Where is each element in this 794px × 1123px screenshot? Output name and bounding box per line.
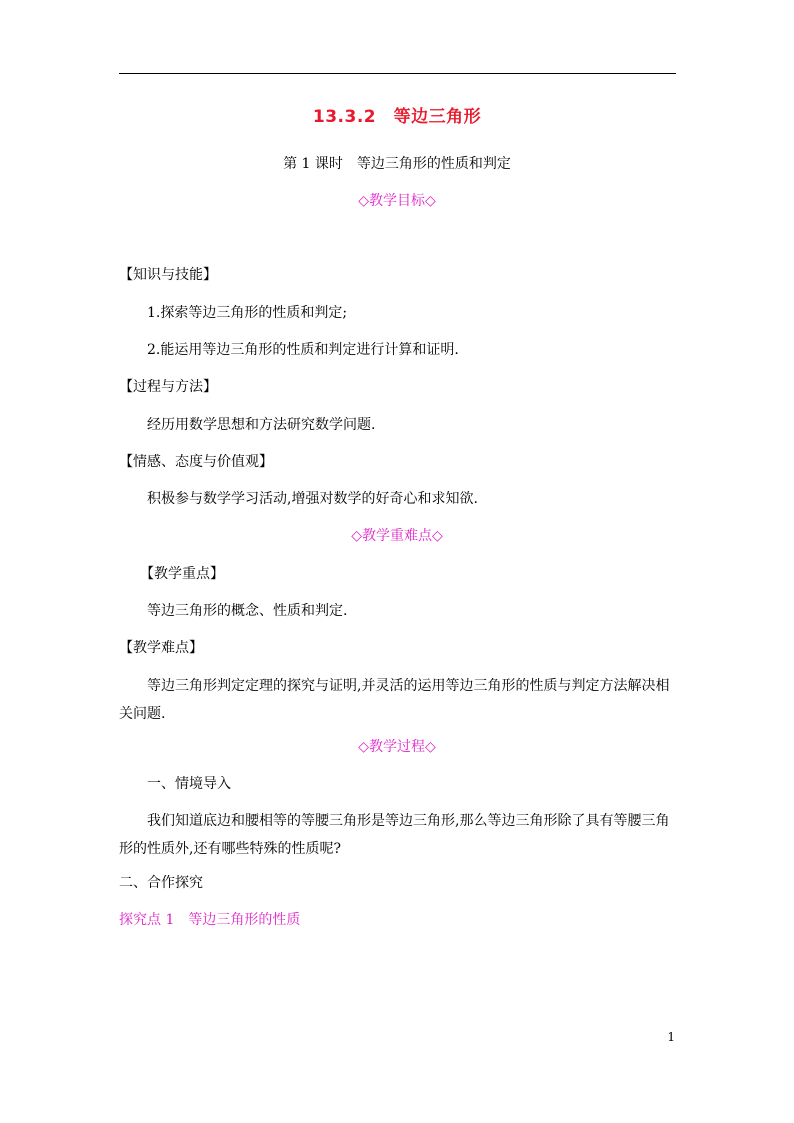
teaching-difficulty-heading: 【教学难点】: [119, 640, 203, 656]
intro-heading: 一、情境导入: [147, 776, 231, 792]
knowledge-item-2: 2.能运用等边三角形的性质和判定进行计算和证明.: [147, 342, 459, 358]
section-heading-objectives: ◇教学目标◇: [358, 193, 436, 209]
page-number: 1: [667, 1030, 675, 1044]
knowledge-item-1: 1.探索等边三角形的性质和判定;: [147, 305, 348, 321]
lesson-subtitle: 第 1 课时 等边三角形的性质和判定: [283, 156, 511, 172]
emotion-values-text: 积极参与数学学习活动,增强对数学的好奇心和求知欲.: [147, 491, 478, 507]
process-method-heading: 【过程与方法】: [119, 379, 217, 395]
section-heading-process: ◇教学过程◇: [358, 739, 436, 755]
header-rule: [119, 73, 676, 74]
section-heading-key-points: ◇教学重难点◇: [351, 528, 443, 544]
teaching-difficulty-text: 等边三角形判定定理的探究与证明,并灵活的运用等边三角形的性质与判定方法解决相关问题.: [119, 678, 670, 722]
teaching-key-heading: 【教学重点】: [140, 566, 224, 582]
knowledge-skills-heading: 【知识与技能】: [119, 267, 217, 283]
explore-heading: 二、合作探究: [119, 875, 203, 891]
document-title: 13.3.2 等边三角形: [312, 107, 482, 127]
emotion-values-heading: 【情感、态度与价值观】: [119, 454, 273, 470]
intro-text: 我们知道底边和腰相等的等腰三角形是等边三角形,那么等边三角形除了具有等腰三角形的性质外,还有哪些特殊的性质呢?: [119, 813, 670, 857]
teaching-key-text: 等边三角形的概念、性质和判定.: [147, 603, 348, 619]
process-method-text: 经历用数学思想和方法研究数学问题.: [147, 417, 376, 433]
explore-point-1-heading: 探究点 1 等边三角形的性质: [119, 912, 301, 928]
